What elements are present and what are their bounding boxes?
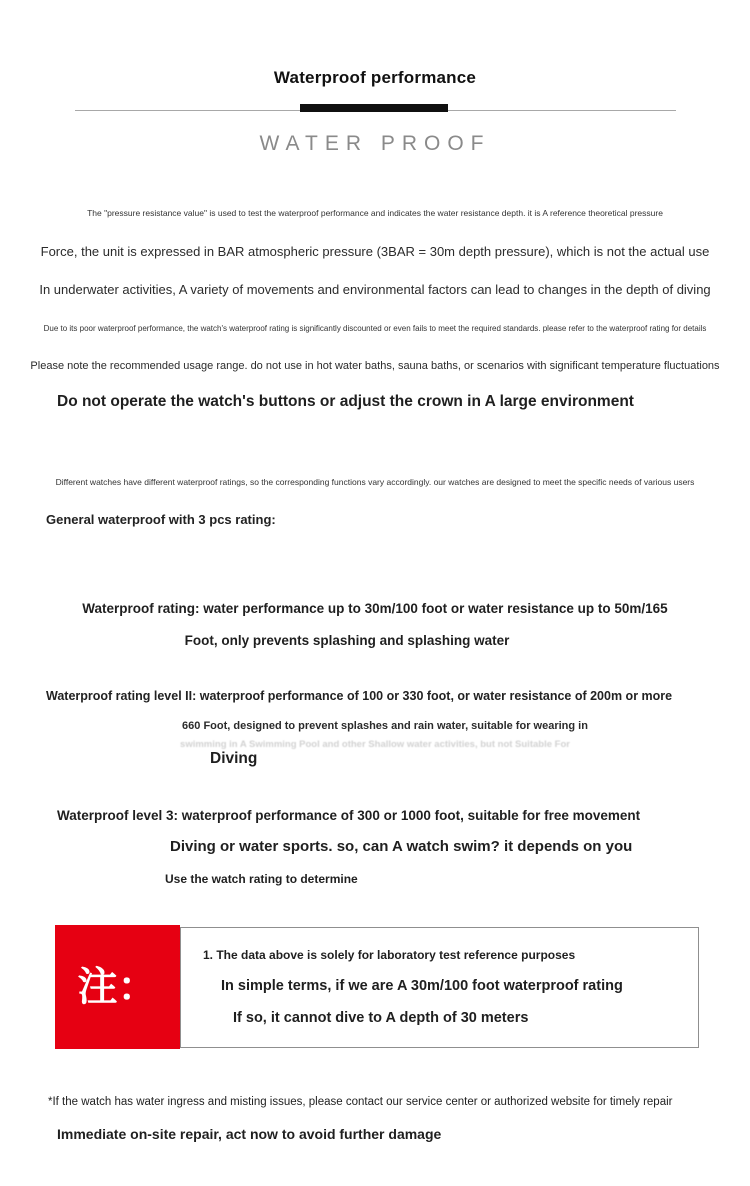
divider-accent-bar [300,104,448,112]
note-content-box [180,927,699,1048]
note-line-2: In simple terms, if we are A 30m/100 foot waterproof rating [221,978,623,994]
level2-rating-faint-text: swimming in A Swimming Pool and other Shallow water activities, but not Suitable For [180,739,570,750]
level3-rating-line2: Diving or water sports. so, can A watch swim? it depends on you [170,838,633,855]
note-line-1: 1. The data above is solely for laboratory test reference purposes [203,948,576,962]
note-line-3: If so, it cannot dive to A depth of 30 meters [233,1010,529,1026]
page-subtitle: WATER PROOF [259,132,491,155]
level2-rating-diving-label: Diving [210,750,258,767]
usage-range-text: Please note the recommended usage range. do not use in hot water baths, sauna baths, or scenarios with significant temperature fluctuations [30,360,720,372]
note-label-box [55,925,180,1049]
page-title: Waterproof performance [273,68,477,87]
level1-rating-line1: Waterproof rating: water performance up to 30m/100 foot or water resistance up to 50m/165 [82,601,668,616]
service-contact-text: *If the watch has water ingress and misting issues, please contact our service center or authorized website for timely repair [48,1096,673,1108]
level2-rating-line1: Waterproof rating level II: waterproof performance of 100 or 330 foot, or water resistance of 200m or more [46,689,673,703]
poor-performance-note-text: Due to its poor waterproof performance, the watch's waterproof rating is significantly discounted or even fails to meet the required standards. please refer to the waterproof rating for details [43,324,707,333]
level2-rating-line2: 660 Foot, designed to prevent splashes and rain water, suitable for wearing in [182,720,588,732]
level3-rating-line1: Waterproof level 3: waterproof performance of 300 or 1000 foot, suitable for free movement [57,808,641,823]
ratings-heading: General waterproof with 3 pcs rating: [46,512,276,527]
crown-warning-text: Do not operate the watch's buttons or adjust the crown in A large environment [57,393,634,410]
level3-rating-line3: Use the watch rating to determine [165,872,358,886]
level1-rating-line2: Foot, only prevents splashing and splashing water [184,633,510,648]
ratings-intro-text: Different watches have different waterproof ratings, so the corresponding functions vary accordingly. our watches are designed to meet the specific needs of various users [55,477,695,487]
repair-cta-text: Immediate on-site repair, act now to avoid further damage [57,1126,442,1142]
pressure-note-text: The "pressure resistance value" is used to test the waterproof performance and indicates the water resistance depth. it is A reference theoretical pressure [87,208,663,218]
underwater-activities-text: In underwater activities, A variety of movements and environmental factors can lead to changes in the depth of diving [39,282,711,297]
note-label: 注： [77,965,158,1009]
bar-unit-text: Force, the unit is expressed in BAR atmospheric pressure (3BAR = 30m depth pressure), which is not the actual use [40,244,710,259]
